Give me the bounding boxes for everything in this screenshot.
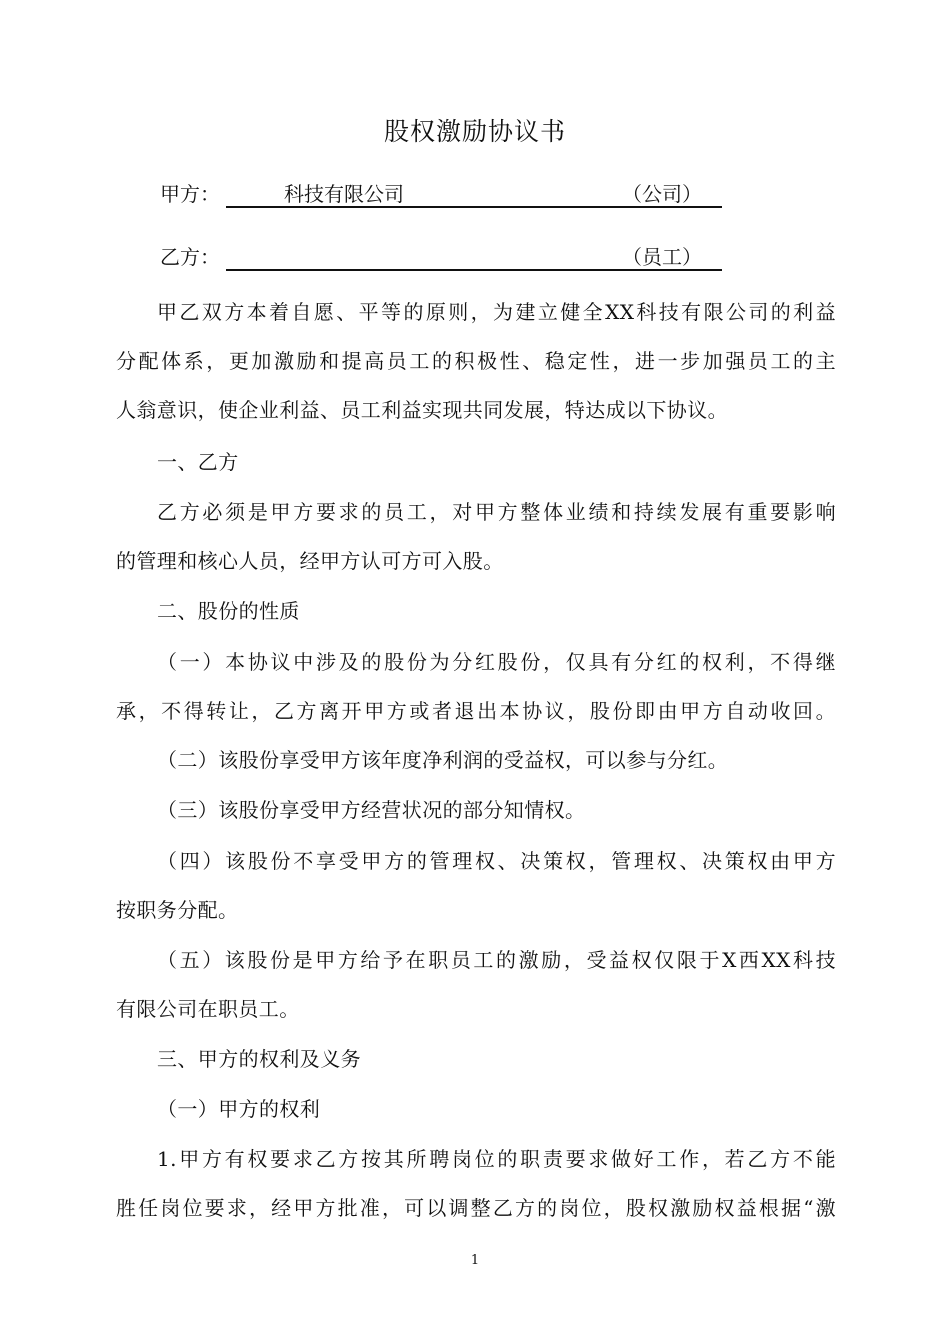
clause-2-3: （三）该股份享受甲方经营状况的部分知情权。 bbox=[157, 798, 586, 822]
subsection-heading-3-1: （一）甲方的权利 bbox=[157, 1097, 321, 1121]
intro-line-3: 人翁意识，使企业利益、员工利益实现共同发展，特达成以下协议。 bbox=[116, 398, 728, 422]
party-a-underline bbox=[226, 178, 722, 208]
party-b-role: （员工） bbox=[622, 245, 702, 269]
party-a-label: 甲方： bbox=[160, 182, 220, 206]
intro-line-1: 甲乙双方本着自愿、平等的原则，为建立健全XX科技有限公司的利益 bbox=[157, 300, 836, 324]
section1-line-1: 乙方必须是甲方要求的员工，对甲方整体业绩和持续发展有重要影响 bbox=[157, 500, 836, 524]
intro-line-2: 分配体系，更加激励和提高员工的积极性、稳定性，进一步加强员工的主 bbox=[116, 349, 836, 373]
clause-2-4-line-1: （四）该股份不享受甲方的管理权、决策权，管理权、决策权由甲方 bbox=[157, 849, 836, 873]
clause-2-4-line-2: 按职务分配。 bbox=[116, 898, 239, 922]
clause-2-5-line-1: （五）该股份是甲方给予在职员工的激励，受益权仅限于X西XX科技 bbox=[157, 948, 836, 972]
party-a-role: （公司） bbox=[622, 182, 702, 206]
party-b-label: 乙方： bbox=[160, 245, 220, 269]
section1-line-2: 的管理和核心人员，经甲方认可方可入股。 bbox=[116, 549, 504, 573]
section-heading-2: 二、股份的性质 bbox=[157, 599, 300, 623]
party-a-row bbox=[160, 178, 722, 208]
section-heading-1: 一、乙方 bbox=[157, 450, 239, 474]
clause-3-1-1-line-1: 1.甲方有权要求乙方按其所聘岗位的职责要求做好工作，若乙方不能 bbox=[157, 1147, 836, 1171]
section-heading-3: 三、甲方的权利及义务 bbox=[157, 1047, 361, 1071]
clause-2-1-line-2: 承，不得转让，乙方离开甲方或者退出本协议，股份即由甲方自动收回。 bbox=[116, 699, 836, 723]
clause-2-2: （二）该股份享受甲方该年度净利润的受益权，可以参与分红。 bbox=[157, 748, 729, 772]
party-a-name: 科技有限公司 bbox=[284, 182, 404, 206]
clause-2-5-line-2: 有限公司在职员工。 bbox=[116, 997, 300, 1021]
clause-3-1-1-line-2: 胜任岗位要求，经甲方批准，可以调整乙方的岗位，股权激励权益根据“激 bbox=[116, 1196, 836, 1220]
document-title: 股权激励协议书 bbox=[383, 117, 566, 146]
page-number: 1 bbox=[470, 1253, 480, 1268]
party-b-row bbox=[160, 241, 722, 271]
party-b-underline bbox=[226, 241, 722, 271]
clause-2-1-line-1: （一）本协议中涉及的股份为分红股份，仅具有分红的权利，不得继 bbox=[157, 650, 836, 674]
